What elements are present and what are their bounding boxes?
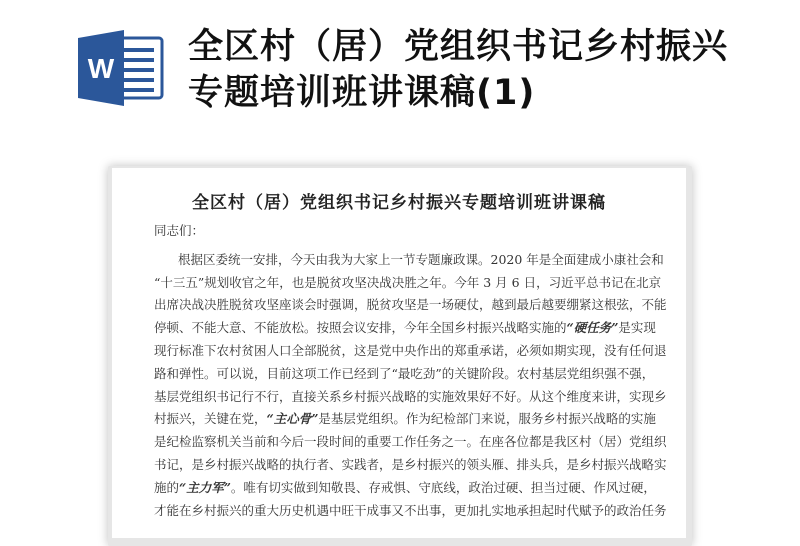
text-line xyxy=(154,408,656,431)
text-line xyxy=(154,340,667,363)
text-line xyxy=(154,249,664,272)
text-line xyxy=(154,317,656,340)
text-run: “十三五”规划收官之年，也是脱贫攻坚决战决胜之年。今年 3 月 6 日，习近平总书记在北京 xyxy=(154,274,662,290)
text-line xyxy=(154,386,667,409)
text-line xyxy=(154,454,667,477)
text-run: 是基层党组织。作为纪检部门来说，服务乡村振兴战略的实施 xyxy=(318,411,656,427)
emphasis-text: “硬任务” xyxy=(566,320,619,336)
text-run: 书记，是乡村振兴战略的执行者、实践者，是乡村振兴的领头雁、排头兵，是乡村振兴战略实 xyxy=(154,456,667,472)
word-icon xyxy=(74,28,166,108)
text-run: 出席决战决胜脱贫攻坚座谈会时强调，脱贫攻坚是一场硬仗，越到最后越要绷紧这根弦，不能 xyxy=(154,297,667,313)
text-line xyxy=(154,431,667,454)
text-line xyxy=(154,477,656,500)
text-run: 村振兴，关键在党， xyxy=(154,411,267,427)
salutation: 同志们： xyxy=(154,223,205,238)
document-body xyxy=(154,220,667,522)
document-title: 全区村（居）党组织书记乡村振兴专题培训班讲课稿 xyxy=(192,193,606,213)
svg-text:W: W xyxy=(87,53,115,84)
text-run: 停顿、不能大意、不能放松。按照会议安排，今年全国乡村振兴战略实施的 xyxy=(154,320,567,336)
text-run: 现行标准下农村贫困人口全部脱贫，这是党中央作出的郑重承诺，必须如期实现，没有任何退 xyxy=(154,342,667,358)
text-run: 根据区委统一安排，今天由我为大家上一节专题廉政课。2020 年是全面建成小康社会和 xyxy=(178,251,664,267)
document-page xyxy=(112,168,686,538)
header-title: 全区村（居）党组织书记乡村振兴专题培训班讲课稿(1) xyxy=(188,27,729,113)
text-run: 基层党组织书记行不行，直接关系乡村振兴战略的实施效果好不好。从这个维度来讲，实现乡 xyxy=(154,388,667,404)
text-run: 才能在乡村振兴的重大历史机遇中旺干成事又不出事，更加扎实地承担起时代赋予的政治任务 xyxy=(154,502,667,518)
text-run: 。唯有切实做到知敬畏、存戒惧、守底线，政治过硬、担当过硬、作风过硬， xyxy=(230,479,656,495)
text-run: 施的 xyxy=(154,479,180,495)
text-run: 路和弹性。可以说，目前这项工作已经到了“最吃劲”的关键阶段。农村基层党组织强不强， xyxy=(154,365,655,381)
page-header xyxy=(0,0,800,150)
text-run: 是纪检监察机关当前和今后一段时间的重要工作任务之一。在座各位都是我区村（居）党组织 xyxy=(154,434,667,450)
paragraph xyxy=(154,249,667,523)
text-line xyxy=(154,500,667,523)
text-line xyxy=(154,272,662,295)
text-line xyxy=(154,363,655,386)
emphasis-text: “主力军” xyxy=(179,479,231,495)
emphasis-text: “主心骨” xyxy=(266,411,319,427)
text-run: 是实现 xyxy=(618,320,656,336)
text-line xyxy=(154,294,667,317)
